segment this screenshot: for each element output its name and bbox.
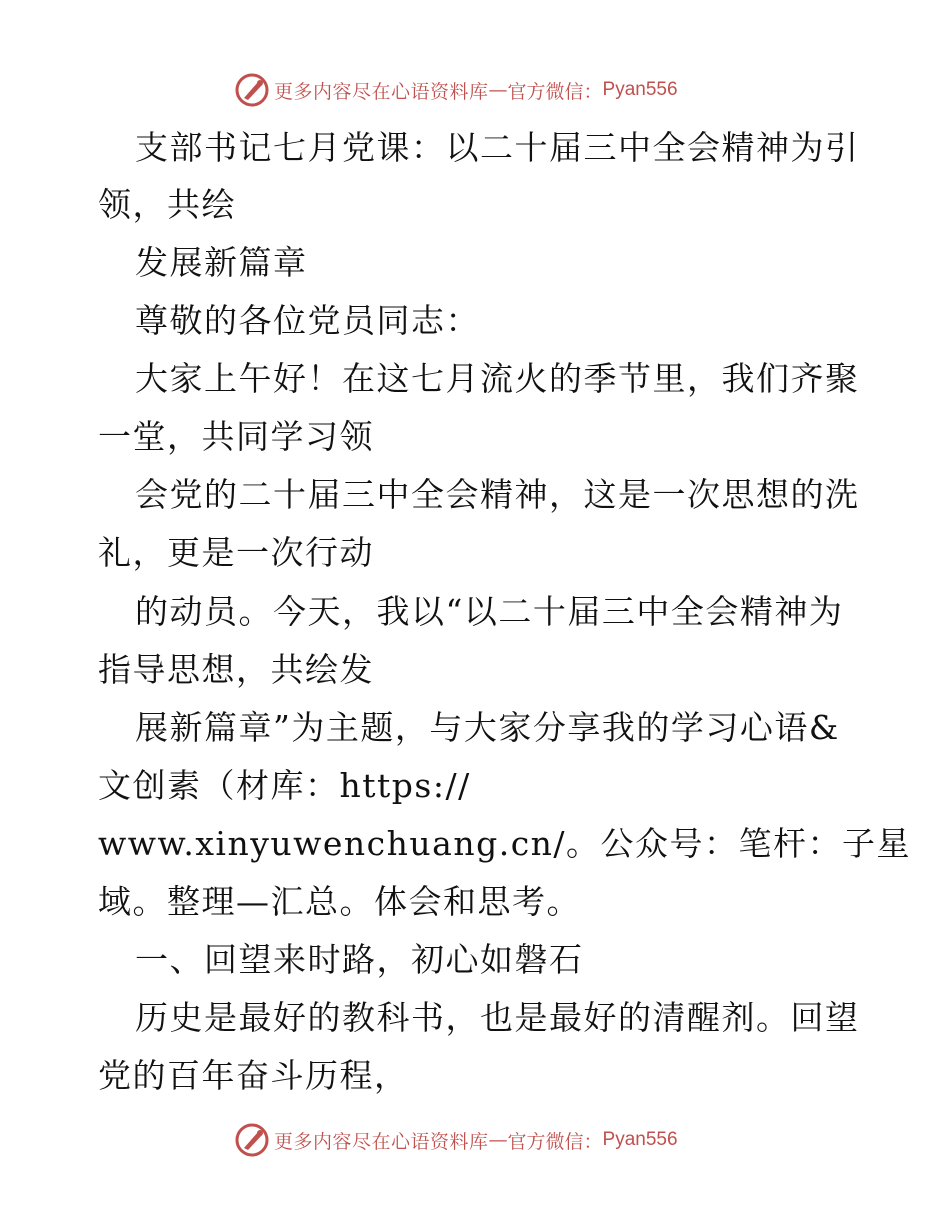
paragraph-line: 礼，更是一次行动 bbox=[98, 533, 374, 572]
watermark-wechat-label: 官方微信： bbox=[507, 80, 603, 103]
document-title-line-3: 发展新篇章 bbox=[135, 243, 308, 282]
paragraph-line: 党的百年奋斗历程， bbox=[98, 1056, 409, 1095]
paragraph-line: 的动员。今天，我以“以二十届三中全会精神为 bbox=[135, 592, 844, 631]
watermark-text: 更多内容尽在心语资料库 bbox=[274, 1130, 489, 1153]
watermark-dash: — bbox=[488, 79, 508, 101]
brush-pen-logo-icon bbox=[234, 1122, 270, 1158]
paragraph-line: 文创素（材库：https:// bbox=[98, 766, 471, 805]
footer-watermark bbox=[234, 1120, 678, 1160]
paragraph-line: www.xinyuwenchuang.cn/。公众号：笔杆：子星 bbox=[98, 824, 912, 863]
header-watermark bbox=[234, 70, 678, 110]
document-title-line-2: 领，共绘 bbox=[98, 185, 236, 224]
document-title-line-1: 支部书记七月党课：以二十届三中全会精神为引 bbox=[135, 128, 860, 167]
watermark-wechat-label: 官方微信： bbox=[507, 1130, 603, 1153]
paragraph-line: 一堂，共同学习领 bbox=[98, 417, 374, 456]
paragraph-line: 展新篇章”为主题，与大家分享我的学习心语& bbox=[135, 708, 840, 747]
paragraph-line: 会党的二十届三中全会精神，这是一次思想的洗 bbox=[135, 475, 860, 514]
watermark-dash: — bbox=[488, 1129, 508, 1151]
paragraph-line: 大家上午好！在这七月流火的季节里，我们齐聚 bbox=[135, 359, 860, 398]
brush-pen-logo-icon bbox=[234, 72, 270, 108]
watermark-wechat-id: Pyan556 bbox=[602, 1129, 678, 1150]
section-heading: 一、回望来时路，初心如磐石 bbox=[135, 940, 584, 979]
watermark-wechat-id: Pyan556 bbox=[602, 79, 678, 100]
watermark-text: 更多内容尽在心语资料库 bbox=[274, 80, 489, 103]
paragraph-line: 域。整理—汇总。体会和思考。 bbox=[98, 882, 581, 921]
salutation: 尊敬的各位党员同志： bbox=[135, 301, 480, 340]
paragraph-line: 历史是最好的教科书，也是最好的清醒剂。回望 bbox=[135, 998, 860, 1037]
paragraph-line: 指导思想，共绘发 bbox=[98, 650, 374, 689]
